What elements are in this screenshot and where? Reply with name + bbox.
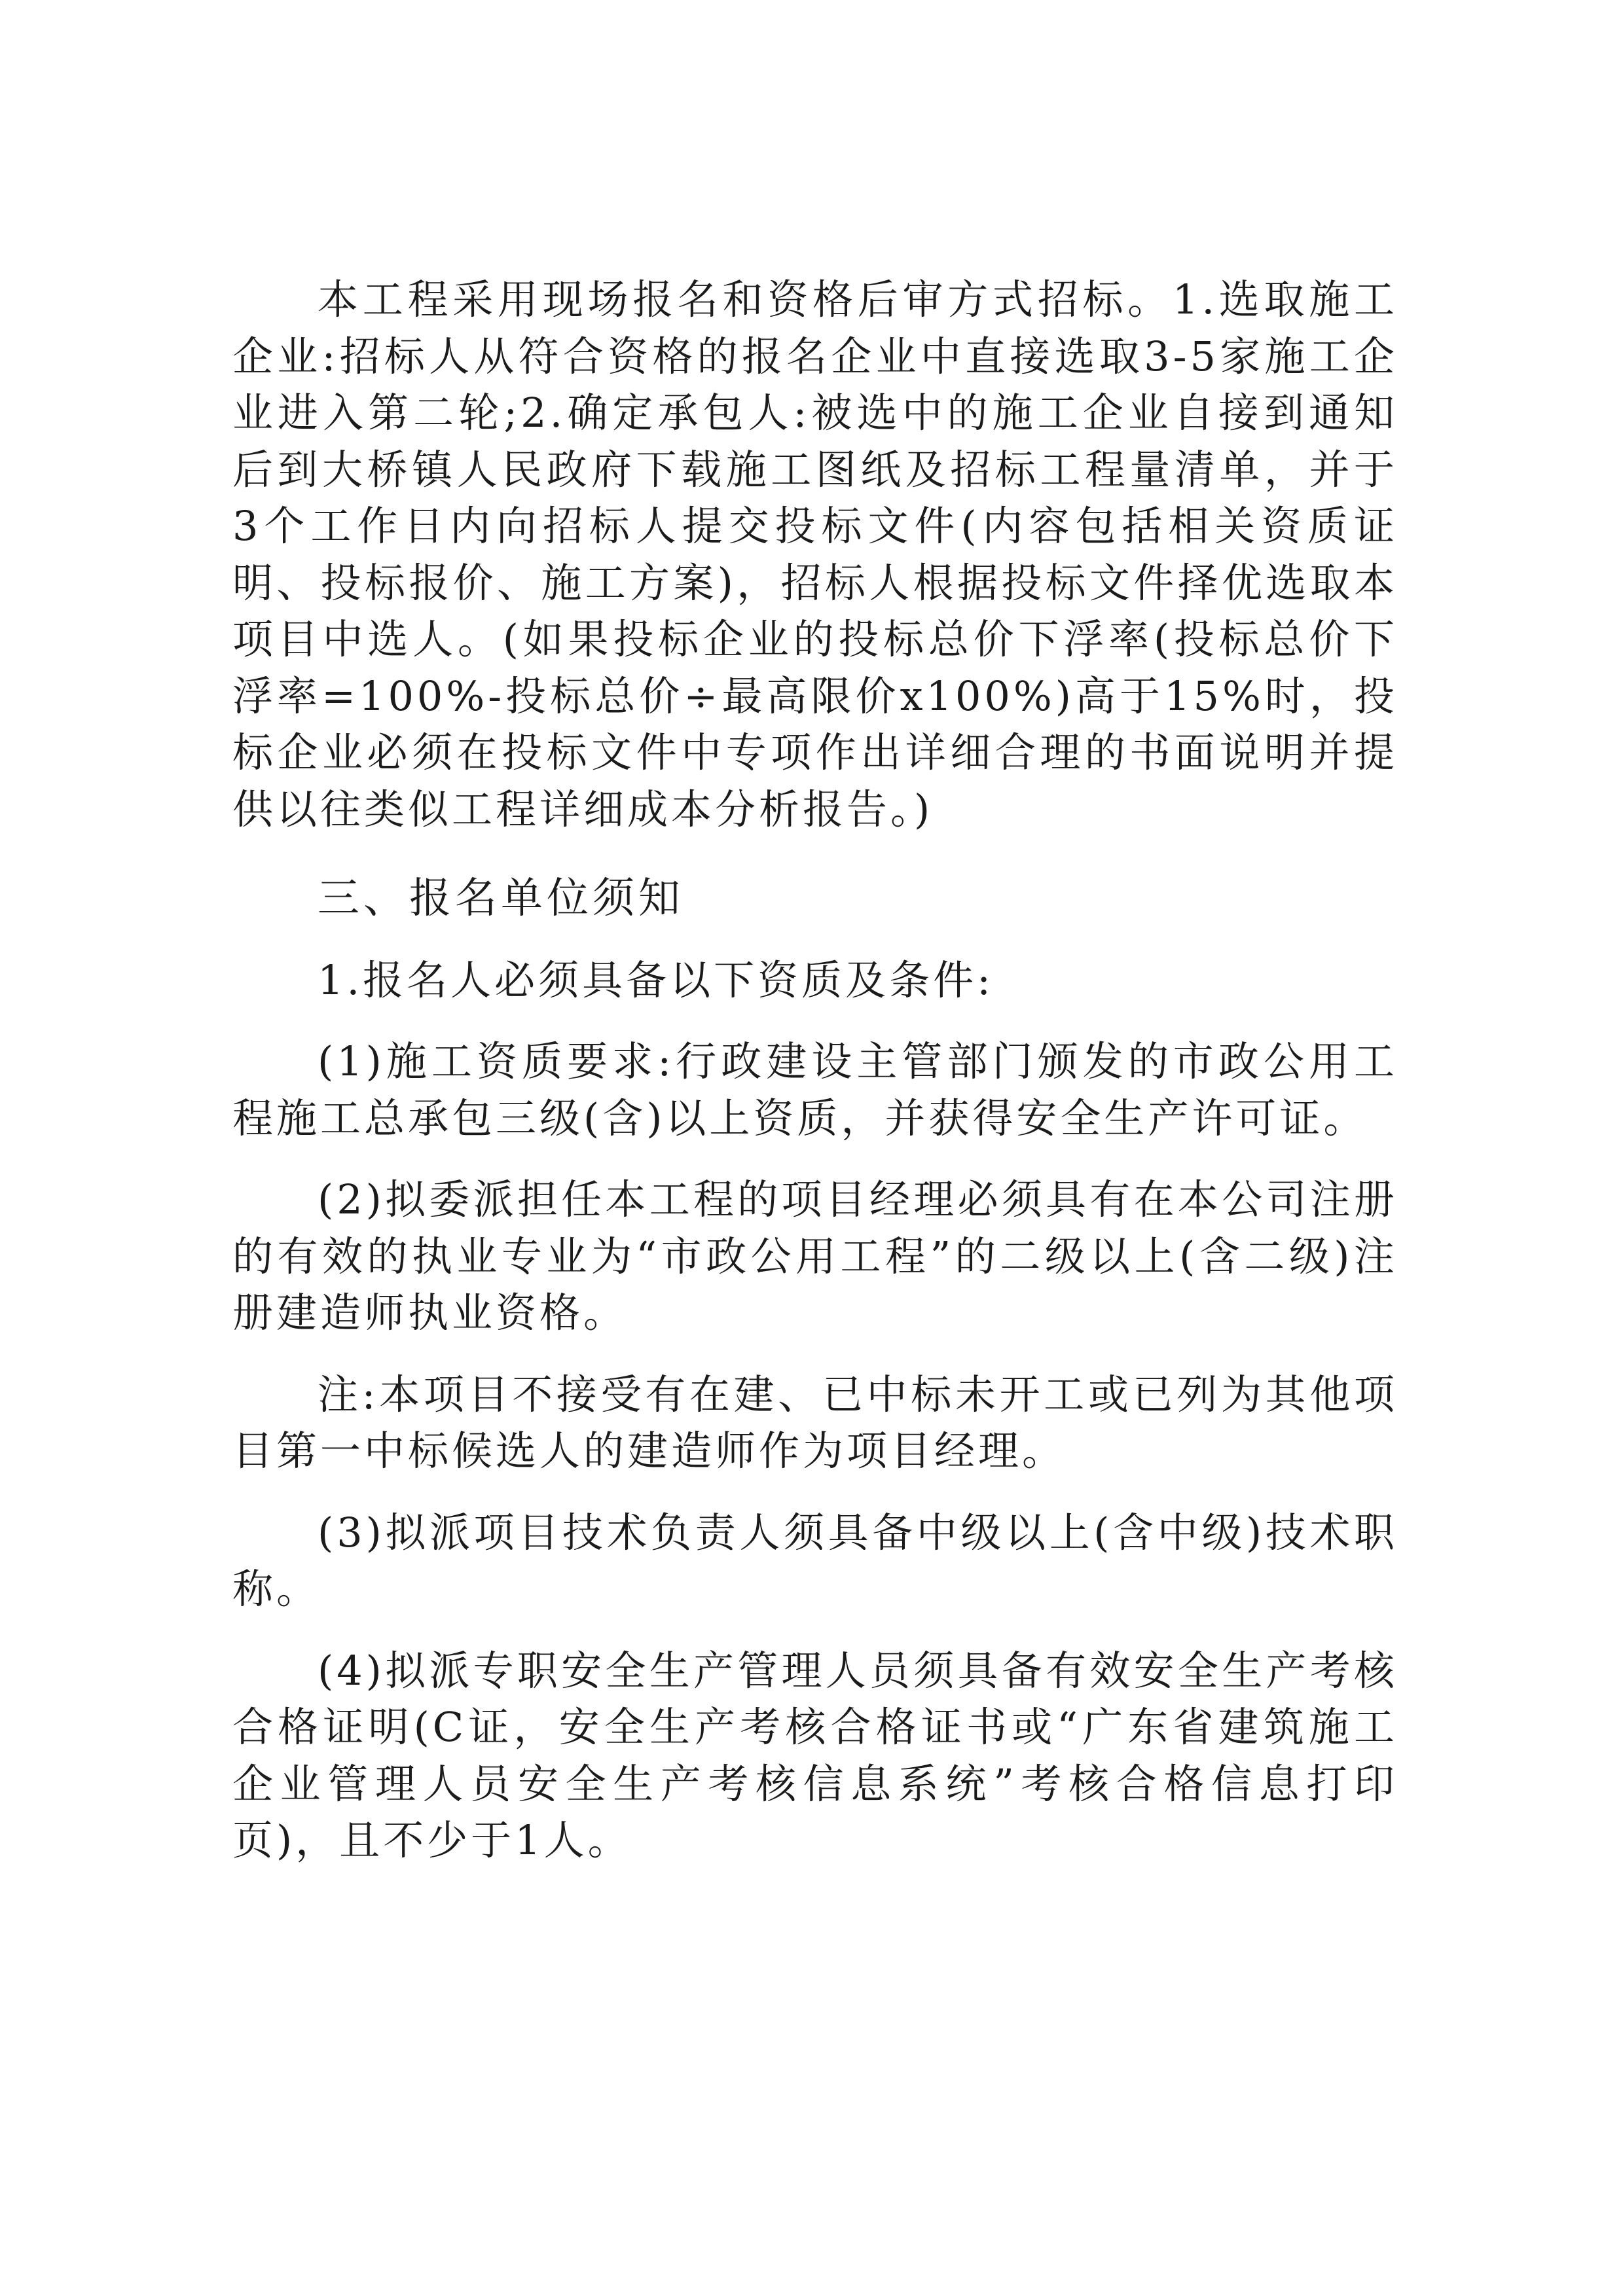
paragraph-requirements-intro: 1.报名人必须具备以下资质及条件:: [318, 956, 994, 1004]
paragraph-safety-manager: (4)拟派专职安全生产管理人员须具备有效安全生产考核合格证明(C证，安全生产考核合格证书或“广东省建筑施工企业管理人员安全生产考核信息系统”考核合格信息打印页)，且不少于1人。: [232, 1646, 1398, 1864]
paragraph-note: 注:本项目不接受有在建、已中标未开工或已列为其他项目第一中标候选人的建造师作为项目经理。: [232, 1370, 1398, 1475]
paragraph-construction-qualification: (1)施工资质要求:行政建设主管部门颁发的市政公用工程施工总承包三级(含)以上资质，并获得安全生产许可证。: [232, 1037, 1398, 1142]
paragraph-tender-method: 本工程采用现场报名和资格后审方式招标。1.选取施工企业:招标人从符合资格的报名企业中直接选取3-5家施工企业进入第二轮;2.确定承包人:被选中的施工企业自接到通知后到大桥镇人民政府下载施工图纸及招标工程量清单，并于3个工作日内向招标人提交投标文件(内容包括相关资质证明、投标报价、施工方案)，招标人根据投标文件择优选取本项目中选人。(如果投标企业的投标总价下浮率(投标总价下浮率=100%-投标总价÷最高限价x100%)高于15%时，投标企业必须在投标文件中专项作出详细合理的书面说明并提供以往类似工程详细成本分析报告。): [232, 276, 1398, 833]
paragraph-project-manager: (2)拟委派担任本工程的项目经理必须具有在本公司注册的有效的执业专业为“市政公用工程”的二级以上(含二级)注册建造师执业资格。: [232, 1175, 1398, 1336]
document-body: [232, 272, 1398, 1869]
section-heading-registration-notice: 三、报名单位须知: [318, 874, 684, 923]
paragraph-technical-lead: (3)拟派项目技术负责人须具备中级以上(含中级)技术职称。: [232, 1508, 1398, 1613]
